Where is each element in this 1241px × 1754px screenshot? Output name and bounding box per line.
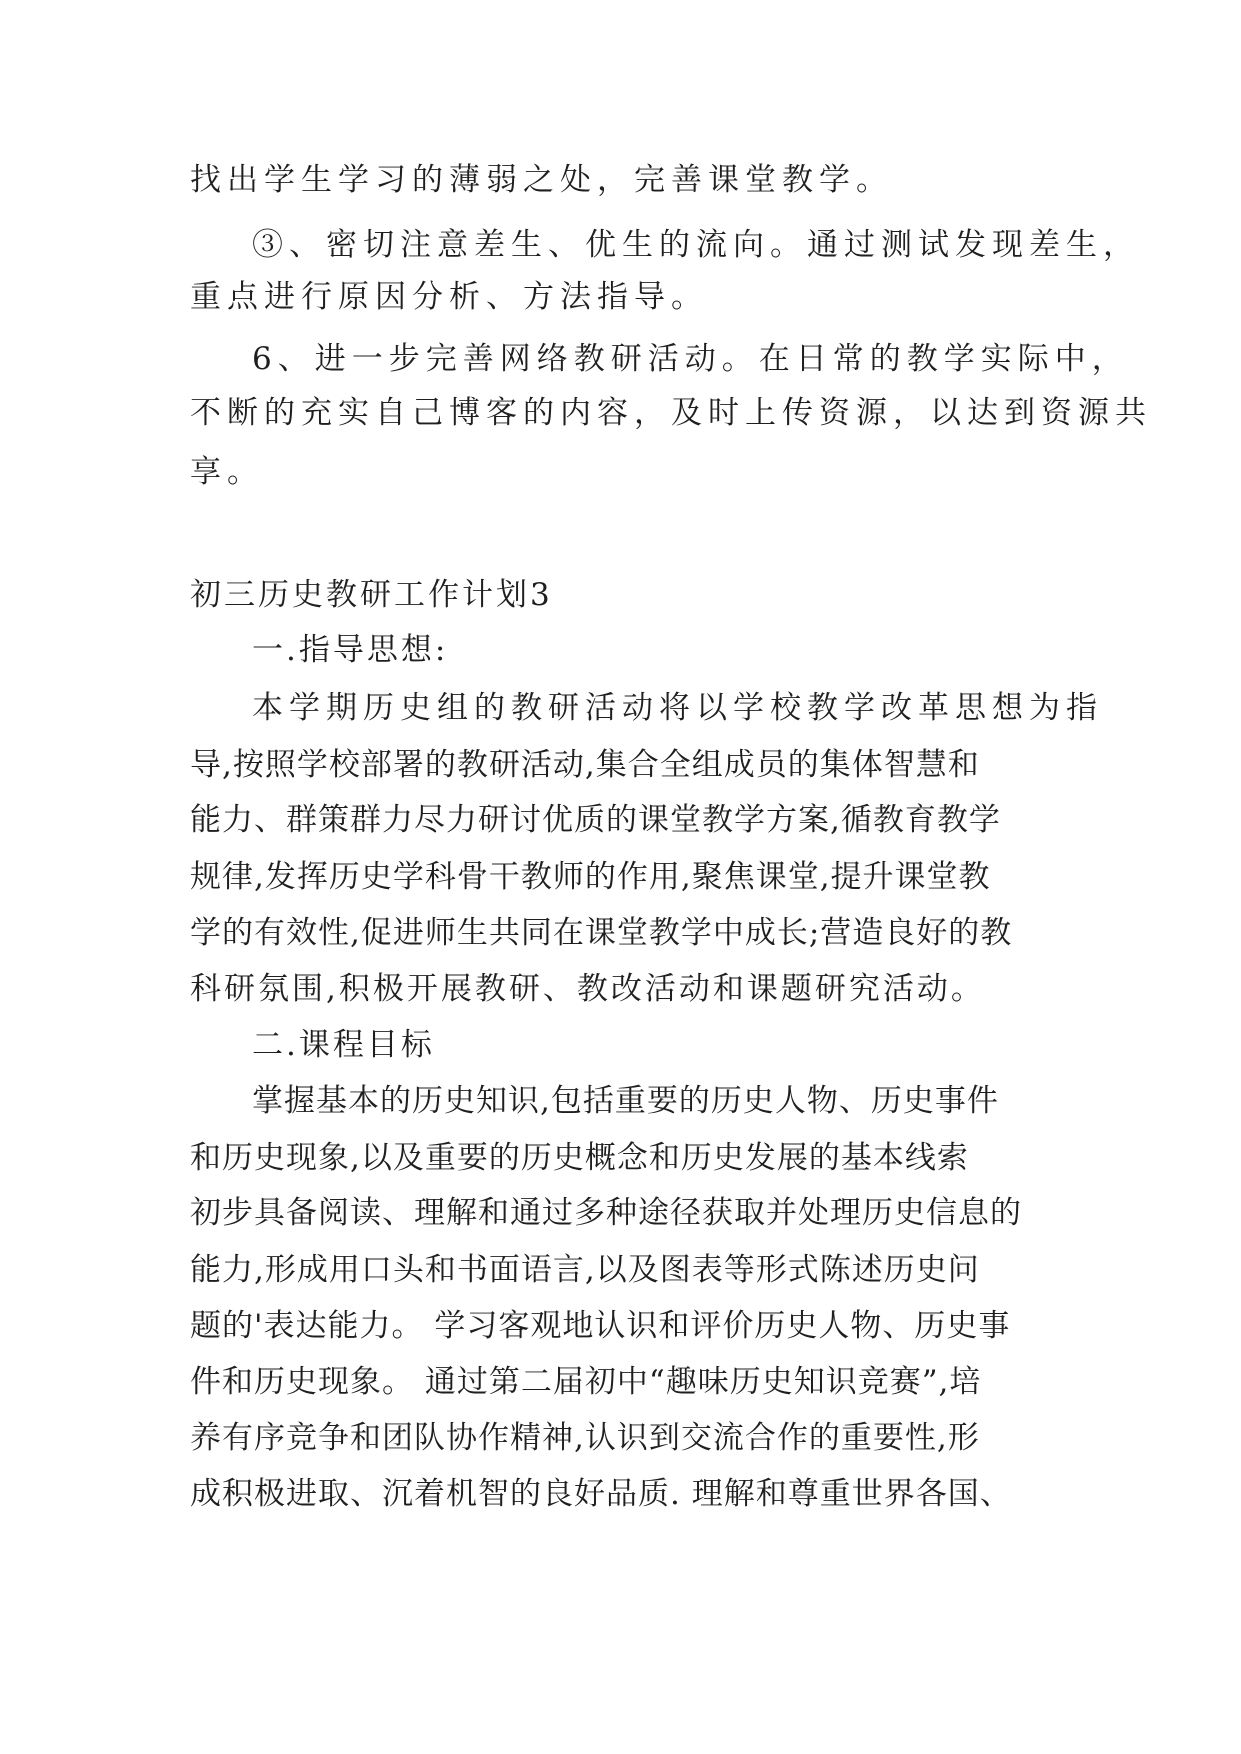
paragraph-line: 初步具备阅读、理解和通过多种途径获取并处理历史信息的	[190, 1195, 1022, 1231]
paragraph-line: 6、进一步完善网络教研活动。在日常的教学实际中，	[252, 341, 1129, 377]
paragraph-line: 不断的充实自己博客的内容，及时上传资源，以达到资源共	[190, 395, 1152, 431]
paragraph-line: 成积极进取、沉着机智的良好品质. 理解和尊重世界各国、	[190, 1476, 1012, 1512]
section-heading: 初三历史教研工作计划3	[190, 577, 553, 613]
paragraph-line: 能力,形成用口头和书面语言,以及图表等形式陈述历史问	[190, 1252, 980, 1288]
paragraph-line: 掌握基本的历史知识,包括重要的历史人物、历史事件	[252, 1083, 999, 1119]
paragraph-line: 能力、群策群力尽力研讨优质的课堂教学方案,循教育教学	[190, 802, 1001, 838]
paragraph-line: ③、密切注意差生、优生的流向。通过测试发现差生，	[252, 227, 1140, 263]
paragraph-line: 科研氛围,积极开展教研、教改活动和课题研究活动。	[190, 971, 985, 1007]
paragraph-line: 导,按照学校部署的教研活动,集合全组成员的集体智慧和	[190, 747, 980, 783]
paragraph-line: 找出学生学习的薄弱之处，完善课堂教学。	[190, 162, 893, 198]
paragraph-line: 学的有效性,促进师生共同在课堂教学中成长;营造良好的教	[190, 915, 1013, 951]
paragraph-line: 享。	[190, 454, 264, 490]
subsection-heading: 二.课程目标	[252, 1027, 435, 1063]
paragraph-line: 和历史现象,以及重要的历史概念和历史发展的基本线索	[190, 1140, 969, 1176]
paragraph-line: 题的'表达能力。 学习客观地认识和评价历史人物、历史事	[190, 1308, 1011, 1344]
paragraph-line: 件和历史现象。 通过第二届初中“趣味历史知识竞赛”,培	[190, 1364, 982, 1400]
subsection-heading: 一.指导思想:	[252, 632, 449, 668]
paragraph-line: 规律,发挥历史学科骨干教师的作用,聚焦课堂,提升课堂教	[190, 859, 991, 895]
paragraph-line: 本学期历史组的教研活动将以学校教学改革思想为指	[252, 690, 1103, 726]
paragraph-line: 养有序竞争和团队协作精神,认识到交流合作的重要性,形	[190, 1420, 980, 1456]
paragraph-line: 重点进行原因分析、方法指导。	[190, 279, 708, 315]
